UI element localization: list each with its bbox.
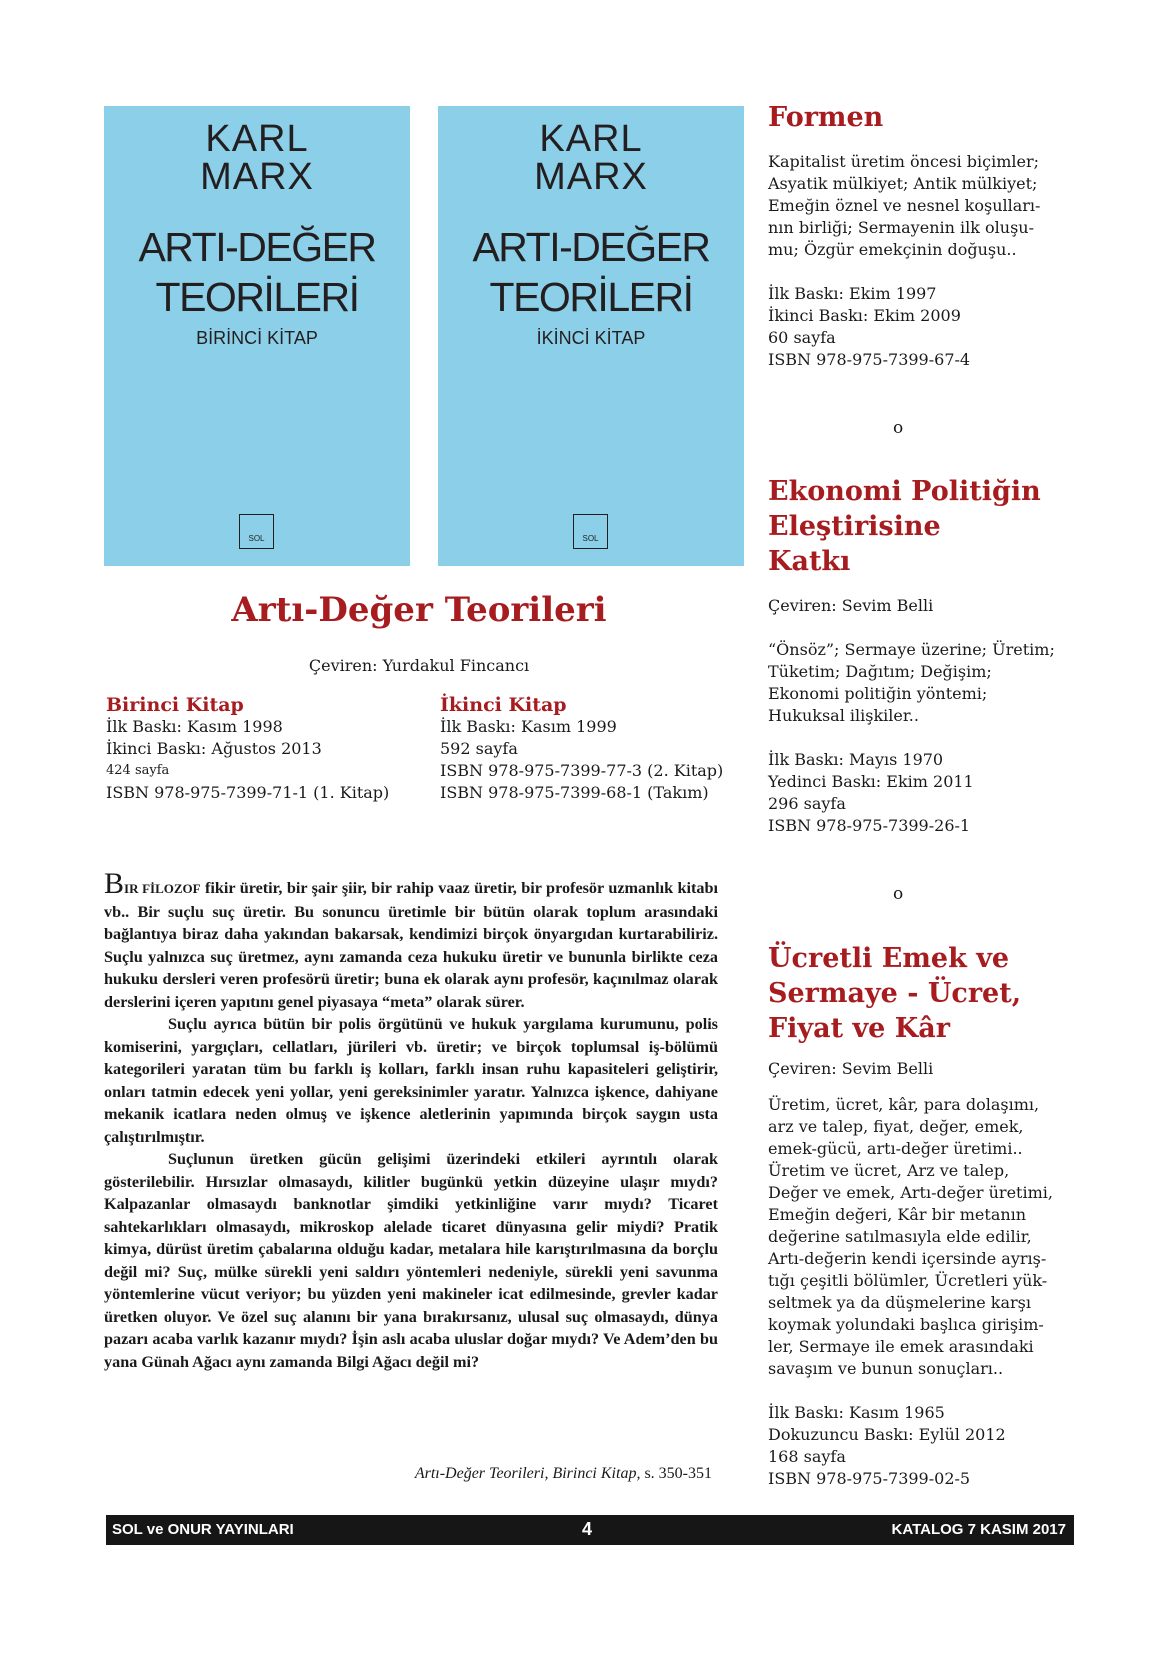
cover-title: ARTI-DEĞER TEORİLERİ (472, 224, 710, 320)
entry-description: Üretim, ücret, kâr, para dolaşımı, arz ve talep, fiyat, değer, emek, emek-gücü, artı-değer üretimi.. Üretim ve ücret, Arz ve talep, Değer ve emek, Artı-değer üretimi, Emeğin değeri, Kâr bir metanın değerine satılmasıyla elde edilir, Artı-değerin kendi içersinde ayrış- tığı çeşitli bölümler, Ücretleri yük- seltmek ya da düşmelerine karşı koymak yolundaki başlıca girişim- ler, Sermaye ile emek arasındaki savaşım ve bunun sonuçları.. (768, 1095, 1053, 1378)
book-cover-volume-2 (438, 106, 744, 566)
page-count: 424 sayfa (106, 763, 170, 778)
footer-publisher: SOL ve ONUR YAYINLARI (112, 1521, 294, 1538)
entry-info: İlk Baskı: Mayıs 1970 Yedinci Baskı: Ekim 2011 296 sayfa ISBN 978-975-7399-26-1 (768, 750, 974, 835)
paragraph-3: Suçlunun üretken gücün gelişimi üzerindeki etkileri ayrıntılı olarak gösterilebilir. Hırsızlar olmasaydı, kilitler bugünkü yetkin düzeyine ulaşır mıydı? Kalpazanlar olmasaydı banknotlar şimdiki yetkinliğine varır mıydı? Ticaret sahtekarlıkları olmasaydı, mikroskop alelade ticaret dünyasına gelir miydi? Pratik kimya, dürüst üretim çabalarına olduğu kadar, metalara hile karıştırılmasına da borçlu değil mi? Suç, mülke sürekli yeni saldırı yöntemleri nedeniyle, sürekli yeni savunma yöntemlerine vücut veriyor; bu yüzden yeni makineler icat edilmesinde, grevler kadar üretken oluyor. Ve özel suç alanını bir yana bırakırsanız, ulusal suç olmasaydı, dünya pazarı acaba varlık kazanır mıydı? İşin aslı acaba uluslar doğar mıydı? Ve Adem’den bu yana Günah Ağacı aynı zamanda Bilgi Ağacı değil mi? (104, 1150, 718, 1371)
citation-pages: s. 350-351 (640, 1465, 712, 1482)
book-entry-ucretli-emek (768, 941, 1088, 1490)
entry-translator: Çeviren: Sevim Belli (768, 596, 934, 615)
page-count: 592 sayfa (440, 739, 518, 758)
paragraph-2: Suçlu ayrıca bütün bir polis örgütünü ve hukuk yargılama kurumunu, polis komiserini, yargıçları, cellatları, jürileri vb. üretir; ve birçok toplumsal iş-bölümü kategorileri yaratan tüm bu farklı iş kolları, farklı insan ruhu kapasiteleri geliştirir, onları tatmin edecek yeni yollar, yeni gereksinimler yaratır. Yalnızca işkence, dahiyane mekanik icatlara neden olmuş ve işkence aletlerinin yapımında birçok saygın usta çalıştırılmıştır. (104, 1015, 718, 1146)
citation (104, 1465, 712, 1483)
book-entry-katki (768, 474, 1088, 837)
book-info-volume-2 (440, 694, 723, 804)
cover-author: KARL MARX (200, 118, 314, 198)
entry-title: Ücretli Emek ve Sermaye - Ücret, Fiyat ve Kâr (768, 943, 1022, 1044)
book-info-volume-1 (106, 694, 389, 804)
paragraph-1: fikir üretir, bir şair şiir, bir rahip vaaz üretir, bir profesör uzmanlık kitabı vb.. Bir suçlu suç üretir. Bu sonuncu üretimle bir bütün olarak toplum arasındaki bağlantıya biraz daha yakından bakarsak, kendimizi birçok önyargıdan kurtarabiliriz. Suçlu yalnızca suç üretmez, aynı zamanda ceza hukuku üretir ve bununla birlikte ceza hukuku dersleri veren profesörü üretir; buna ek olarak aynı profesör, kaçınılmaz olarak derslerini içeren yapıtını genel piyasaya “meta” olarak sürer. (104, 879, 718, 1011)
isbn-set: ISBN 978-975-7399-68-1 (Takım) (440, 783, 709, 802)
entry-title: Ekonomi Politiğin Eleştirisine Katkı (768, 476, 1041, 577)
entry-description: Kapitalist üretim öncesi biçimler; Asyatik mülkiyet; Antik mülkiyet; Emeğin öznel ve nesnel koşulları- nın birliği; Sermayenin ilk oluşu- mu; Özgür emekçinin doğuşu.. (768, 152, 1041, 259)
volume-heading: İkinci Kitap (440, 694, 567, 716)
entry-title: Formen (768, 102, 884, 133)
isbn: ISBN 978-975-7399-77-3 (2. Kitap) (440, 761, 724, 780)
separator: o (893, 884, 904, 904)
book-entry-formen (768, 100, 1088, 371)
book-cover-volume-1 (104, 106, 410, 566)
publisher-logo-icon: SOL (573, 514, 608, 549)
separator: o (893, 418, 904, 438)
page-footer (106, 1515, 1074, 1545)
entry-translator: Çeviren: Sevim Belli (768, 1059, 934, 1078)
entry-info: İlk Baskı: Ekim 1997 İkinci Baskı: Ekim 2009 60 sayfa ISBN 978-975-7399-67-4 (768, 284, 971, 369)
excerpt-quote (104, 867, 718, 1373)
first-edition: İlk Baskı: Kasım 1998 (106, 717, 283, 736)
second-edition: İkinci Baskı: Ağustos 2013 (106, 739, 322, 758)
isbn: ISBN 978-975-7399-71-1 (1. Kitap) (106, 783, 390, 802)
publisher-logo-icon: SOL (239, 514, 274, 549)
cover-volume: BİRİNCİ KİTAP (196, 328, 318, 348)
cover-author: KARL MARX (534, 118, 648, 198)
book-title: Artı-Değer Teorileri (231, 590, 607, 630)
dropcap: B (104, 867, 125, 900)
page-number: 4 (582, 1519, 593, 1539)
cover-volume: İKİNCİ KİTAP (536, 328, 646, 348)
first-edition: İlk Baskı: Kasım 1999 (440, 717, 617, 736)
volume-heading: Birinci Kitap (106, 694, 244, 716)
citation-title: Artı-Değer Teorileri, Birinci Kitap, (414, 1465, 641, 1482)
entry-info: İlk Baskı: Kasım 1965 Dokuzuncu Baskı: Eylül 2012 168 sayfa ISBN 978-975-7399-02-5 (768, 1403, 1006, 1488)
entry-description: “Önsöz”; Sermaye üzerine; Üretim; Tüketim; Dağıtım; Değişim; Ekonomi politiğin yöntemi; Hukuksal ilişkiler.. (768, 640, 1055, 725)
cover-title: ARTI-DEĞER TEORİLERİ (138, 224, 376, 320)
smallcaps-lead: IR FİLOZOF (124, 881, 201, 896)
footer-catalog: KATALOG 7 KASIM 2017 (891, 1521, 1066, 1538)
translator: Çeviren: Yurdakul Fincancı (308, 656, 530, 675)
